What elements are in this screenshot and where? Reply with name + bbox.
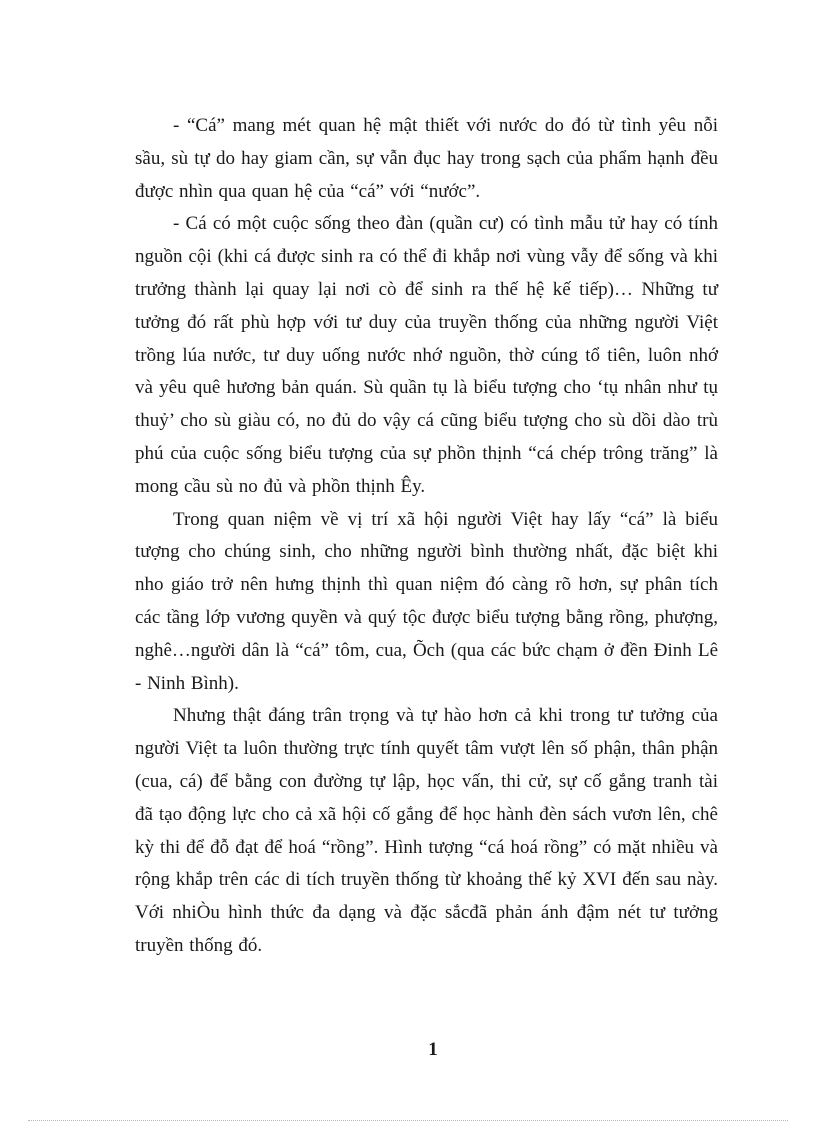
paragraph-social-position: Trong quan niệm về vị trí xã hội người Việt hay lấy “cá” là biểu tượng cho chúng sinh, cho những người bình thường nhất, đặc biệt khi nho giáo trở nên hưng thịnh thì quan niệm đó càng rõ hơn, sự phân tích các tầng lớp vương quyền và quý tộc được biểu tượng bằng rồng, phượng, nghê…người dân là “cá” tôm, cua, Õch (qua các bức chạm ở đền Đinh Lê - Ninh Bình). bbox=[135, 508, 718, 694]
page-bottom-divider bbox=[28, 1120, 788, 1121]
paragraph-fish-and-water: - “Cá” mang mét quan hệ mật thiết với nước do đó từ tình yêu nỗi sầu, sù tự do hay giam cần, sự vẫn đục hay trong sạch của phẩm hạnh đều được nhìn qua quan hệ của “cá” với “nước”. bbox=[135, 115, 718, 202]
body-text bbox=[135, 110, 718, 963]
paragraph-fish-schooling: - Cá có một cuộc sống theo đàn (quần cư) có tình mẫu tử hay có tính nguồn cội (khi cá được sinh ra có thể đi khắp nơi vùng vẫy để sống và khi trưởng thành lại quay lại nơi cò để sinh ra thế hệ kế tiếp)… Những tư tưởng đó rất phù hợp với tư duy của truyền thống của những người Việt trồng lúa nước, tư duy uống nước nhớ nguồn, thờ cúng tổ tiên, luôn nhớ và yêu quê hương bản quán. Sù quần tụ là biểu tượng cho ‘tụ nhân như tụ thuỷ’ cho sù giàu có, no đủ do vậy cá cũng biểu tượng cho sù dồi dào trù phú của cuộc sống biểu tượng của sự phồn thịnh “cá chép trông trăng” là mong cầu sù no đủ và phồn thịnh Êy. bbox=[135, 213, 718, 497]
paragraph-fish-becomes-dragon: Nhưng thật đáng trân trọng và tự hào hơn cả khi trong tư tưởng của người Việt ta luôn thường trực tính quyết tâm vượt lên số phận, thân phận (cua, cá) để bằng con đường tự lập, học vấn, thi cử, sự cố gắng tranh tài đã tạo động lực cho cả xã hội cố gắng để học hành đèn sách vươn lên, chê kỳ thi để đỗ đạt để hoá “rồng”. Hình tượng “cá hoá rồng” có mặt nhiều và rộng khắp trên các di tích truyền thống từ khoảng thế kỷ XVI đến sau này. Với nhiÒu hình thức đa dạng và đặc sắcđã phản ánh đậm nét tư tưởng truyền thống đó. bbox=[135, 705, 718, 956]
page-number: 1 bbox=[428, 1039, 438, 1060]
